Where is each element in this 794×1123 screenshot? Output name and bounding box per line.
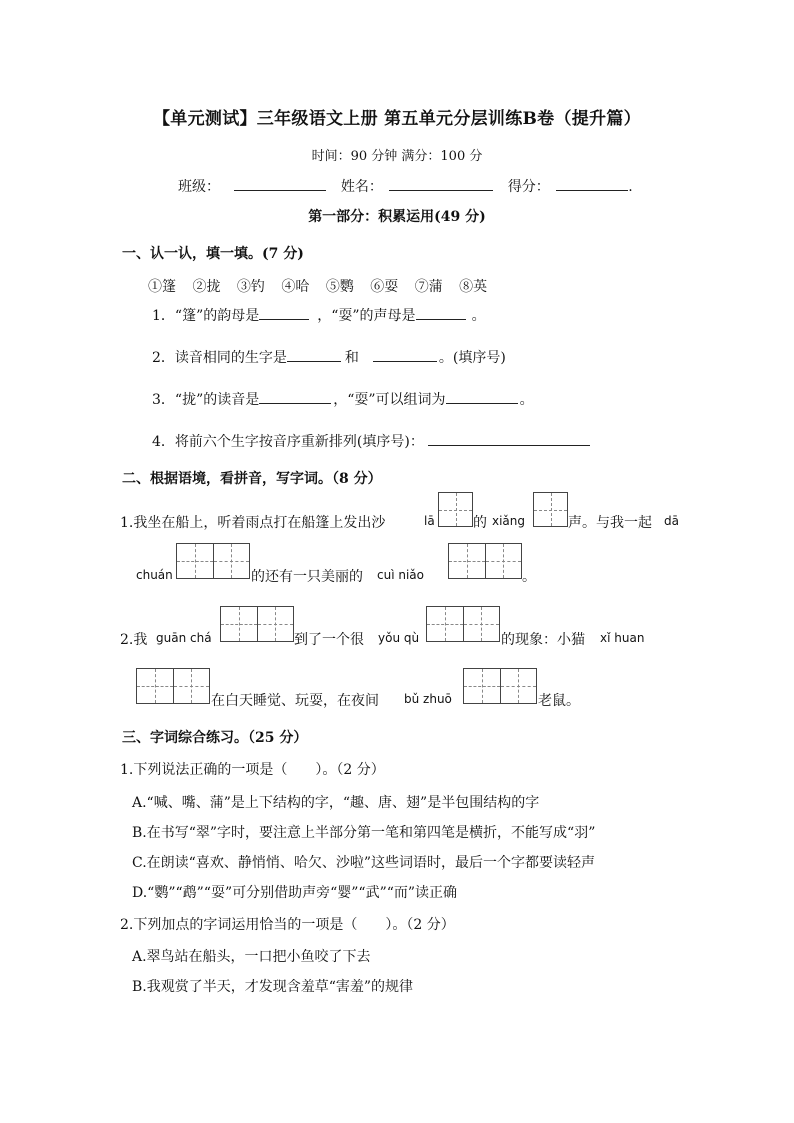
s2-line2-text: 的还有一只美丽的 <box>251 569 363 585</box>
writing-grid-youqu[interactable] <box>426 606 500 642</box>
section-three-heading: 三、字词综合练习。（25 分） <box>122 730 308 746</box>
writing-grid-la[interactable] <box>438 492 473 527</box>
question-text: 1．“篷”的韵母是 <box>152 308 260 324</box>
answer-blank[interactable] <box>259 305 309 320</box>
pinyin-xihuan: xǐ huan <box>600 631 645 645</box>
s3-q2-option-a[interactable]: A.翠鸟站在船头，一口把小鱼咬了下去 <box>132 949 371 965</box>
answer-blank[interactable] <box>428 431 590 446</box>
question-1-1 <box>152 305 486 325</box>
char-list <box>148 276 487 296</box>
s2-line1-text: 声。与我一起 <box>568 515 652 531</box>
writing-grid-guancha[interactable] <box>220 606 294 642</box>
answer-blank[interactable] <box>416 305 466 320</box>
question-text: 。 <box>471 308 486 324</box>
writing-grid-dachuan[interactable] <box>176 543 250 579</box>
question-1-3 <box>152 389 534 409</box>
char-item: ⑤鹦 <box>325 279 354 295</box>
score-label: 得分： <box>507 179 550 195</box>
s2-line3-text: 的现象：小猫 <box>501 632 585 648</box>
exam-meta: 时间：90 分钟 满分：100 分 <box>311 149 483 164</box>
part-one-heading: 第一部分：积累运用(49 分) <box>308 209 486 225</box>
pinyin-guancha: guān chá <box>156 631 212 645</box>
pinyin-chuan: chuán <box>136 568 173 582</box>
s3-q1-option-c[interactable]: C.在朗读“喜欢、静悄悄、哈欠、沙啦”这些词语时，最后一个字都要读轻声 <box>132 855 595 871</box>
s2-line1-text: 的 <box>473 515 487 531</box>
char-item: ⑧英 <box>459 279 488 295</box>
pinyin-youqu: yǒu qù <box>378 631 420 645</box>
s3-question-1: 1.下列说法正确的一项是（ ）。（2 分） <box>120 762 385 778</box>
pinyin-buzhuo: bǔ zhuō <box>404 692 452 706</box>
char-item: ④哈 <box>281 279 310 295</box>
answer-blank[interactable] <box>287 347 341 362</box>
question-1-2 <box>152 347 506 367</box>
char-item: ③钓 <box>236 279 265 295</box>
pinyin-cuiniao: cuì niǎo <box>377 568 424 582</box>
name-label: 姓名： <box>340 179 383 195</box>
s2-line2-text: 。 <box>522 569 536 585</box>
question-text: 3．“拢”的读音是 <box>152 392 260 408</box>
question-text: 和 <box>344 350 359 366</box>
writing-grid-buzhuo[interactable] <box>463 668 537 704</box>
writing-grid-xihuan[interactable] <box>136 668 210 704</box>
question-text: 。(填序号) <box>438 350 506 366</box>
s3-q2-option-b[interactable]: B.我观赏了半天，才发现含羞草“害羞”的规律 <box>132 979 414 995</box>
s3-q1-option-d[interactable]: D.“鹦”“鹉”“耍”可分别借助声旁“婴”“武”“而”读正确 <box>132 885 458 901</box>
char-item: ⑦蒲 <box>414 279 443 295</box>
pinyin-da: dā <box>664 514 679 528</box>
s3-q1-option-b[interactable]: B.在书写“翠”字时，要注意上半部分第一笔和第四笔是横折，不能写成“羽” <box>132 825 596 841</box>
page-title: 【单元测试】三年级语文上册 第五单元分层训练B卷（提升篇） <box>153 109 641 129</box>
question-text: 。 <box>519 392 534 408</box>
section-one-heading: 一、认一认，填一填。(7 分) <box>122 246 304 262</box>
pinyin-la: lā <box>424 514 435 528</box>
name-blank[interactable] <box>389 176 493 191</box>
score-blank[interactable] <box>556 176 628 191</box>
answer-blank[interactable] <box>259 389 331 404</box>
s2-line3-text: 到了一个很 <box>294 632 364 648</box>
question-text: 2．读音相同的生字是 <box>152 350 287 366</box>
s2-line3-text: 2.我 <box>120 632 148 648</box>
answer-blank[interactable] <box>446 389 518 404</box>
char-item: ①篷 <box>148 279 176 295</box>
question-text: 4．将前六个生字按音序重新排列(填序号)： <box>152 434 424 450</box>
answer-blank[interactable] <box>373 347 437 362</box>
s3-question-2: 2.下列加点的字词运用恰当的一项是（ ）。（2 分） <box>120 917 455 933</box>
s3-q1-option-a[interactable]: A.“喊、嘴、蒲”是上下结构的字，“趣、唐、翅”是半包围结构的字 <box>132 795 540 811</box>
section-two-heading: 二、根据语境，看拼音，写字词。（8 分） <box>122 471 382 487</box>
question-text: ，“耍”可以组词为 <box>333 392 446 408</box>
s2-line1-text: 1.我坐在船上，听着雨点打在船篷上发出沙 <box>120 515 386 531</box>
question-1-4 <box>152 431 590 451</box>
s2-line4-text: 在白天睡觉、玩耍，在夜间 <box>211 693 379 709</box>
writing-grid-cuiniao[interactable] <box>448 543 522 579</box>
writing-grid-xiang[interactable] <box>533 492 568 527</box>
info-end-dot: . <box>628 179 633 195</box>
pinyin-xiang: xiǎng <box>492 514 526 528</box>
s2-line4-text: 老鼠。 <box>538 693 580 709</box>
class-label: 班级： <box>178 179 220 195</box>
student-info-row <box>178 176 633 196</box>
char-item: ②拢 <box>192 279 221 295</box>
question-text: ，“耍”的声母是 <box>317 308 416 324</box>
char-item: ⑥耍 <box>370 279 399 295</box>
class-blank[interactable] <box>234 176 326 191</box>
